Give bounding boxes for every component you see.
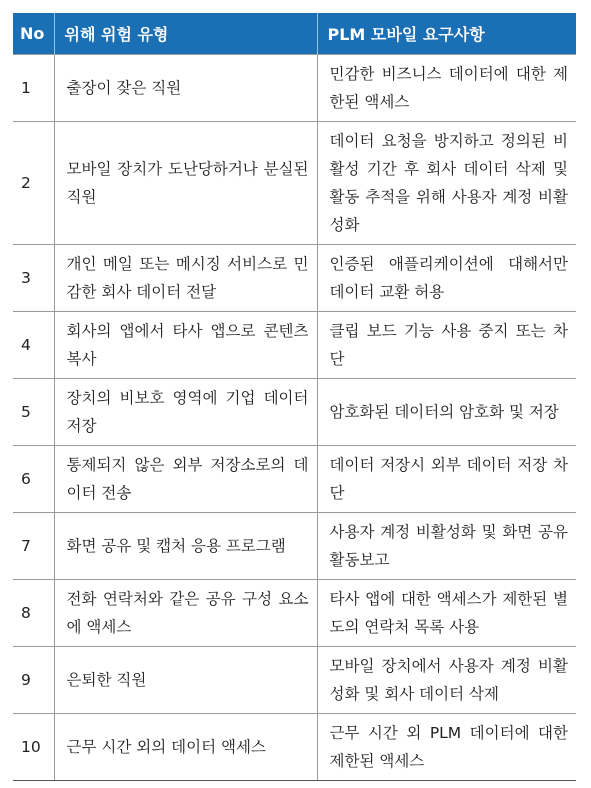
- table-row: [13, 55, 576, 122]
- row-no: 10: [13, 714, 54, 781]
- header-risk-type: 위해 위험 유형: [54, 13, 317, 55]
- row-risk: 은퇴한 직원: [54, 647, 317, 714]
- row-no: 3: [13, 245, 54, 312]
- table-row: [13, 513, 576, 580]
- risk-requirements-table: [13, 13, 576, 781]
- table-row: [13, 245, 576, 312]
- table-row: [13, 580, 576, 647]
- row-requirement: 모바일 장치에서 사용자 계정 비활성화 및 회사 데이터 삭제: [317, 647, 576, 714]
- row-no: 2: [13, 122, 54, 245]
- table-row: [13, 312, 576, 379]
- row-no: 1: [13, 55, 54, 122]
- row-requirement: 인증된 애플리케이션에 대해서만 데이터 교환 허용: [317, 245, 576, 312]
- row-requirement: 사용자 계정 비활성화 및 화면 공유 활동보고: [317, 513, 576, 580]
- row-risk: 개인 메일 또는 메시징 서비스로 민감한 회사 데이터 전달: [54, 245, 317, 312]
- row-no: 6: [13, 446, 54, 513]
- row-risk: 전화 연락처와 같은 공유 구성 요소에 액세스: [54, 580, 317, 647]
- row-requirement: 데이터 저장시 외부 데이터 저장 차단: [317, 446, 576, 513]
- table-body: [13, 55, 576, 781]
- row-no: 7: [13, 513, 54, 580]
- row-requirement: 암호화된 데이터의 암호화 및 저장: [317, 379, 576, 446]
- table-row: [13, 446, 576, 513]
- table-row: [13, 647, 576, 714]
- row-no: 8: [13, 580, 54, 647]
- table-row: [13, 122, 576, 245]
- row-risk: 통제되지 않은 외부 저장소로의 데이터 전송: [54, 446, 317, 513]
- table-header: [13, 13, 576, 55]
- row-no: 4: [13, 312, 54, 379]
- row-requirement: 클립 보드 기능 사용 중지 또는 차단: [317, 312, 576, 379]
- row-requirement: 민감한 비즈니스 데이터에 대한 제한된 액세스: [317, 55, 576, 122]
- row-no: 9: [13, 647, 54, 714]
- row-risk: 모바일 장치가 도난당하거나 분실된 직원: [54, 122, 317, 245]
- header-no: No: [13, 13, 54, 55]
- row-requirement: 타사 앱에 대한 액세스가 제한된 별도의 연락처 목록 사용: [317, 580, 576, 647]
- header-requirement: PLM 모바일 요구사항: [317, 13, 576, 55]
- row-risk: 회사의 앱에서 타사 앱으로 콘텐츠 복사: [54, 312, 317, 379]
- requirements-table-container: [13, 13, 576, 781]
- table-row: [13, 714, 576, 781]
- row-requirement: 근무 시간 외 PLM 데이터에 대한 제한된 액세스: [317, 714, 576, 781]
- row-risk: 출장이 잦은 직원: [54, 55, 317, 122]
- row-requirement: 데이터 요청을 방지하고 정의된 비활성 기간 후 회사 데이터 삭제 및 활동 추적을 위해 사용자 계정 비활성화: [317, 122, 576, 245]
- row-risk: 근무 시간 외의 데이터 액세스: [54, 714, 317, 781]
- row-no: 5: [13, 379, 54, 446]
- row-risk: 장치의 비보호 영역에 기업 데이터 저장: [54, 379, 317, 446]
- table-row: [13, 379, 576, 446]
- row-risk: 화면 공유 및 캡처 응용 프로그램: [54, 513, 317, 580]
